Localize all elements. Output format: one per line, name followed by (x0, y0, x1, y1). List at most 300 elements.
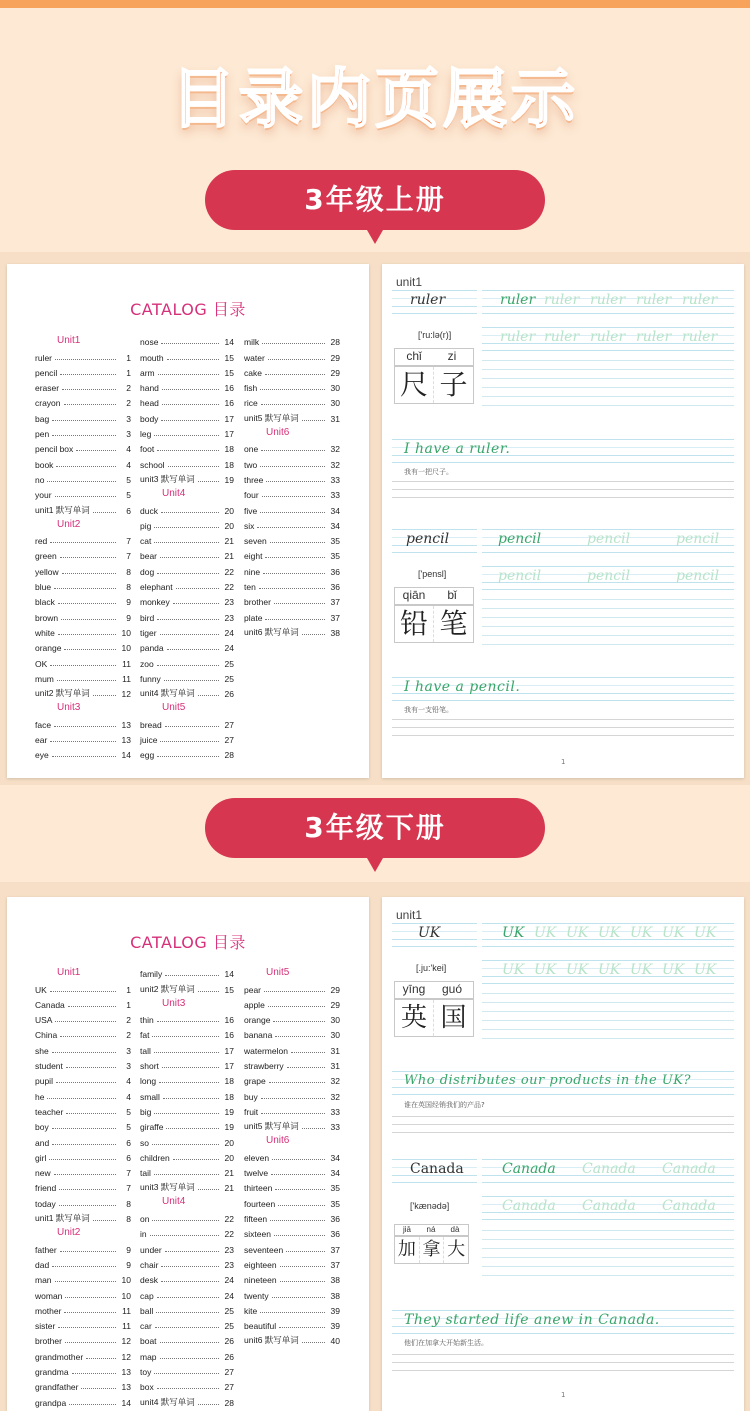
catalog-entry (244, 1178, 340, 1193)
catalog-entry (35, 1117, 131, 1132)
entry-page: 12 (121, 689, 131, 700)
catalog-entry (244, 454, 340, 469)
entry-word: mouth (140, 352, 164, 363)
entry-page: 7 (126, 551, 131, 562)
catalog-entry (35, 561, 131, 576)
entry-page: 38 (330, 1275, 340, 1286)
catalog-entry (244, 439, 340, 454)
catalog-entry (35, 363, 131, 378)
entry-page: 29 (330, 999, 340, 1010)
entry-page: 18 (224, 1091, 234, 1102)
catalog-unit-heading: Unit6 (266, 1135, 290, 1147)
entry-page: 3 (126, 1045, 131, 1056)
catalog-unit-heading: Unit3 (162, 997, 186, 1009)
entry-page: 3 (126, 1061, 131, 1072)
catalog-entry (244, 470, 340, 485)
catalog-entry (140, 424, 234, 439)
catalog-entry (244, 363, 340, 378)
dot-leader (166, 1128, 219, 1129)
entry-page: 31 (330, 1045, 340, 1056)
entry-word: toy (140, 1367, 152, 1378)
example-sentence: Who distributes our products in the UK? (404, 1073, 691, 1088)
entry-page: 13 (121, 1367, 131, 1378)
entry-page: 18 (224, 444, 234, 455)
catalog-entry (35, 1102, 131, 1117)
entry-page: 16 (224, 1030, 234, 1041)
catalog-entry (140, 439, 234, 454)
entry-word: unit4 默写单词 (140, 1396, 195, 1407)
entry-page: 39 (330, 1321, 340, 1332)
grade-3-lower-label: 3年级下册 (205, 798, 545, 858)
dot-leader (268, 359, 325, 360)
trace-word: Canada (582, 1161, 636, 1177)
entry-word: pupil (35, 1076, 53, 1087)
dot-leader (274, 603, 325, 604)
entry-page: 28 (224, 1397, 234, 1408)
entry-page: 18 (224, 1076, 234, 1087)
catalog-entry (35, 592, 131, 607)
entry-word: chair (140, 1259, 159, 1270)
dot-leader (157, 756, 219, 757)
entry-page: 14 (121, 1397, 131, 1408)
entry-page: 15 (224, 367, 234, 378)
entry-page: 26 (224, 1336, 234, 1347)
entry-word: plate (244, 612, 263, 623)
dot-leader (81, 1388, 116, 1389)
entry-word: cake (244, 367, 262, 378)
entry-page: 24 (224, 643, 234, 654)
catalog-entry (140, 638, 234, 653)
catalog-entry (35, 1086, 131, 1101)
trace-word: UK (630, 962, 653, 978)
entry-page: 13 (121, 1382, 131, 1393)
entry-page: 20 (224, 1152, 234, 1163)
dot-leader (268, 1006, 325, 1007)
entry-word: black (35, 597, 55, 608)
catalog-unit-heading: Unit5 (162, 702, 186, 714)
dot-leader (154, 435, 219, 436)
dot-leader (261, 1098, 325, 1099)
trace-word: ruler (544, 292, 580, 308)
dot-leader (93, 1220, 116, 1221)
catalog-entry (35, 439, 131, 454)
dot-leader (49, 1159, 116, 1160)
entry-page: 32 (330, 1091, 340, 1102)
catalog-entry (35, 730, 131, 745)
catalog-entry (140, 1316, 234, 1331)
entry-page: 31 (330, 1061, 340, 1072)
catalog-unit-heading: Unit4 (162, 1196, 186, 1208)
entry-page: 33 (330, 1122, 340, 1133)
pinyin: zi (447, 349, 457, 363)
trace-word: UK (662, 925, 685, 941)
catalog-entry (140, 1132, 234, 1147)
entry-word: tall (140, 1045, 151, 1056)
catalog-entry (140, 964, 234, 979)
dot-leader (263, 573, 325, 574)
catalog-entry (35, 1255, 131, 1270)
catalog-column-1 (35, 964, 131, 1408)
dot-leader (154, 527, 219, 528)
entry-page: 27 (224, 1382, 234, 1393)
dot-leader (198, 991, 219, 992)
sentence-translation: 谁在英国经销我们的产品? (404, 1101, 485, 1109)
dot-leader (261, 404, 325, 405)
entry-word: mother (35, 1305, 62, 1316)
entry-word: OK (35, 658, 48, 669)
entry-page: 21 (224, 536, 234, 547)
entry-page: 34 (330, 520, 340, 531)
unit-label: unit1 (396, 275, 423, 289)
dot-leader (60, 374, 116, 375)
entry-word: your (35, 490, 52, 501)
entry-word: she (35, 1045, 49, 1056)
entry-word: red (35, 536, 48, 547)
trace-word: Canada (662, 1198, 716, 1214)
dot-leader (257, 527, 325, 528)
catalog-unit-heading: Unit4 (162, 487, 186, 499)
entry-page: 26 (224, 1351, 234, 1362)
catalog-entry (140, 1224, 234, 1239)
dot-leader (159, 1082, 219, 1083)
catalog-entry (35, 653, 131, 668)
trace-word: UK (694, 925, 717, 941)
entry-word: sixteen (244, 1229, 271, 1240)
entry-page: 17 (224, 413, 234, 424)
ruled-lines (392, 1109, 734, 1133)
dot-leader (60, 557, 116, 558)
entry-word: elephant (140, 582, 173, 593)
dot-leader (54, 1174, 116, 1175)
entry-page: 2 (126, 398, 131, 409)
entry-word: girl (35, 1152, 47, 1163)
hanzi-box (394, 605, 474, 643)
dot-leader (173, 603, 219, 604)
catalog-entry (35, 1239, 131, 1254)
trace-word: pencil (587, 568, 631, 584)
entry-page: 12 (121, 1351, 131, 1362)
catalog-entry (140, 592, 234, 607)
entry-page: 23 (224, 1259, 234, 1270)
trace-word: ruler (682, 292, 718, 308)
catalog-entry (35, 1010, 131, 1025)
dot-leader (269, 1082, 325, 1083)
ruled-lines (392, 712, 734, 736)
catalog-column-2 (140, 332, 234, 760)
catalog-unit-heading: Unit5 (266, 967, 290, 978)
entry-word: pig (140, 520, 152, 531)
entry-word: pencil box (35, 444, 74, 455)
dot-leader (55, 359, 116, 360)
entry-word: unit2 默写单词 (140, 983, 195, 994)
catalog-entry (35, 531, 131, 546)
entry-word: ear (35, 735, 48, 746)
dot-leader (198, 695, 219, 696)
entry-word: two (244, 459, 258, 470)
pinyin: ná (426, 1225, 436, 1234)
dot-leader (302, 634, 325, 635)
catalog-entry (35, 454, 131, 469)
catalog-entry (244, 516, 340, 531)
entry-page: 25 (224, 673, 234, 684)
entry-word: brown (35, 612, 59, 623)
entry-page: 30 (330, 1030, 340, 1041)
entry-word: five (244, 505, 258, 516)
entry-word: brother (35, 1336, 62, 1347)
entry-page: 5 (126, 1122, 131, 1133)
entry-word: fifteen (244, 1214, 268, 1225)
catalog-entry (140, 531, 234, 546)
entry-word: monkey (140, 597, 170, 608)
catalog-entry (244, 500, 340, 515)
entry-word: arm (140, 367, 155, 378)
dot-leader (161, 1281, 219, 1282)
entry-word: school (140, 459, 165, 470)
entry-word: tail (140, 1168, 151, 1179)
catalog-entry (244, 332, 340, 347)
trace-word: UK (694, 962, 717, 978)
entry-page: 23 (224, 612, 234, 623)
hanzi: 笔 (439, 607, 468, 640)
dot-leader (57, 680, 116, 681)
entry-page: 19 (224, 1106, 234, 1117)
example-sentence: They started life anew in Canada. (404, 1312, 660, 1328)
dot-leader (160, 1358, 219, 1359)
phonetic: ['ru:lə(r)] (418, 330, 452, 340)
dot-leader (52, 1128, 116, 1129)
entry-word: body (140, 413, 159, 424)
trace-word: Canada (502, 1161, 556, 1177)
entry-word: father (35, 1244, 57, 1255)
dot-leader (161, 420, 219, 421)
entry-page: 28 (330, 337, 340, 348)
entry-word: big (140, 1106, 152, 1117)
catalog-entry (140, 1178, 234, 1193)
catalog-entry (35, 1148, 131, 1163)
entry-word: four (244, 490, 259, 501)
word-uk: UK (418, 925, 441, 941)
entry-word: children (140, 1152, 170, 1163)
entry-word: face (35, 719, 52, 730)
entry-page: 28 (224, 750, 234, 761)
entry-word: cat (140, 536, 152, 547)
dot-leader (154, 1052, 219, 1053)
entry-page: 27 (224, 719, 234, 730)
entry-word: yellow (35, 566, 59, 577)
page-number: 1 (561, 1391, 566, 1399)
entry-page: 26 (224, 689, 234, 700)
entry-word: and (35, 1137, 50, 1148)
entry-page: 8 (126, 1198, 131, 1209)
entry-page: 37 (330, 612, 340, 623)
entry-word: unit1 默写单词 (35, 504, 90, 515)
dot-leader (62, 389, 116, 390)
catalog-entry (140, 1040, 234, 1055)
hanzi-box (394, 999, 474, 1037)
entry-word: friend (35, 1183, 57, 1194)
trace-word: pencil (587, 531, 631, 547)
entry-page: 27 (224, 1367, 234, 1378)
entry-word: thin (140, 1015, 154, 1026)
catalog-entry (35, 1025, 131, 1040)
catalog-entry (35, 979, 131, 994)
dot-leader (47, 481, 116, 482)
writing-grid (482, 1222, 734, 1276)
dot-leader (198, 1189, 219, 1190)
catalog-entry (35, 485, 131, 500)
trace-word: UK (662, 962, 685, 978)
pinyin: chǐ (406, 349, 422, 363)
trace-word: pencil (498, 568, 542, 584)
dot-leader (275, 1189, 325, 1190)
entry-page: 9 (126, 612, 131, 623)
entry-word: mum (35, 673, 54, 684)
dot-leader (260, 466, 325, 467)
catalog-entry (244, 1255, 340, 1270)
trace-word: UK (598, 962, 621, 978)
entry-page: 29 (330, 352, 340, 363)
catalog-entry (35, 1270, 131, 1285)
entry-word: nose (140, 337, 159, 348)
entry-page: 35 (330, 551, 340, 562)
entry-word: in (140, 1229, 147, 1240)
entry-page: 20 (224, 520, 234, 531)
phonetic: ['kænədə] (410, 1201, 450, 1211)
catalog-column-3 (244, 964, 340, 1346)
entry-word: UK (35, 984, 47, 995)
entry-page: 24 (224, 1275, 234, 1286)
entry-word: unit2 默写单词 (35, 688, 90, 699)
hanzi: 英 (395, 1000, 434, 1036)
catalog-entry (140, 1025, 234, 1040)
trace-word: Canada (502, 1198, 556, 1214)
entry-page: 4 (126, 459, 131, 470)
dot-leader (160, 1342, 219, 1343)
entry-word: he (35, 1091, 45, 1102)
catalog-entry (140, 1102, 234, 1117)
dot-leader (262, 343, 325, 344)
entry-word: cap (140, 1290, 154, 1301)
dot-leader (287, 1067, 325, 1068)
catalog-unit-heading: Unit3 (57, 702, 81, 714)
catalog-entry (244, 1040, 340, 1055)
trace-word: pencil (676, 568, 720, 584)
catalog-entry (140, 332, 234, 347)
dot-leader (154, 1113, 219, 1114)
entry-page: 5 (126, 474, 131, 485)
dot-leader (50, 542, 116, 543)
entry-page: 1 (126, 999, 131, 1010)
dot-leader (157, 619, 219, 620)
dot-leader (161, 512, 219, 513)
entry-word: unit3 默写单词 (140, 1182, 195, 1193)
page-headline: 目录内页展示 (171, 63, 579, 137)
dot-leader (198, 1404, 219, 1405)
entry-word: green (35, 551, 57, 562)
trace-word: ruler (500, 329, 536, 345)
entry-word: one (244, 444, 259, 455)
example-sentence: I have a ruler. (404, 441, 511, 457)
catalog-entry (35, 745, 131, 760)
entry-word: ten (244, 582, 256, 593)
catalog-entry (35, 1178, 131, 1193)
entry-page: 37 (330, 1259, 340, 1270)
word-pencil: pencil (406, 531, 450, 547)
catalog-entry (244, 1316, 340, 1331)
catalog-entry (140, 1071, 234, 1086)
entry-word: fat (140, 1030, 150, 1041)
dot-leader (154, 1174, 219, 1175)
entry-page: 18 (224, 459, 234, 470)
entry-word: student (35, 1061, 63, 1072)
dot-leader (272, 1159, 325, 1160)
trace-word: UK (566, 962, 589, 978)
dot-leader (59, 1205, 116, 1206)
entry-page: 32 (330, 444, 340, 455)
writing-grid (482, 985, 734, 1039)
entry-word: box (140, 1382, 154, 1393)
dot-leader (165, 726, 219, 727)
catalog-entry (140, 1086, 234, 1101)
entry-word: on (140, 1214, 150, 1225)
entry-word: map (140, 1351, 157, 1362)
dot-leader (157, 1021, 219, 1022)
catalog-entry (244, 1071, 340, 1086)
entry-page: 6 (126, 1137, 131, 1148)
dot-leader (270, 542, 325, 543)
entry-page: 11 (122, 1305, 131, 1316)
catalog-entry (244, 1270, 340, 1285)
entry-word: bear (140, 551, 158, 562)
entry-page: 24 (224, 627, 234, 638)
entry-word: banana (244, 1030, 273, 1041)
catalog-entry (35, 1285, 131, 1300)
entry-word: fourteen (244, 1198, 276, 1209)
dot-leader (93, 512, 116, 513)
catalog-entry (244, 1148, 340, 1163)
dot-leader (50, 741, 116, 742)
word-canada: Canada (410, 1161, 464, 1177)
catalog-entry (244, 592, 340, 607)
dot-leader (279, 1327, 325, 1328)
entry-word: six (244, 520, 255, 531)
catalog-entry (35, 424, 131, 439)
catalog-entry (140, 1148, 234, 1163)
catalog-unit-heading: Unit2 (57, 518, 81, 530)
entry-word: bag (35, 413, 50, 424)
sentence-translation: 我有一把尺子。 (404, 468, 453, 476)
catalog-entry (140, 1270, 234, 1285)
dot-leader (264, 991, 325, 992)
dot-leader (52, 1052, 116, 1053)
catalog-entry (140, 470, 234, 485)
dot-leader (52, 1144, 116, 1145)
catalog-entry (140, 1377, 234, 1392)
entry-page: 25 (224, 1305, 234, 1316)
entry-word: boat (140, 1336, 157, 1347)
dot-leader (165, 1251, 219, 1252)
trace-word: Canada (582, 1198, 636, 1214)
entry-page: 34 (330, 505, 340, 516)
dot-leader (66, 1113, 116, 1114)
ruled-lines (392, 1347, 734, 1371)
catalog-entry (35, 1316, 131, 1331)
dot-leader (156, 1312, 219, 1313)
dot-leader (278, 1205, 325, 1206)
entry-page: 35 (330, 536, 340, 547)
entry-word: ruler (35, 352, 53, 363)
dot-leader (265, 557, 325, 558)
